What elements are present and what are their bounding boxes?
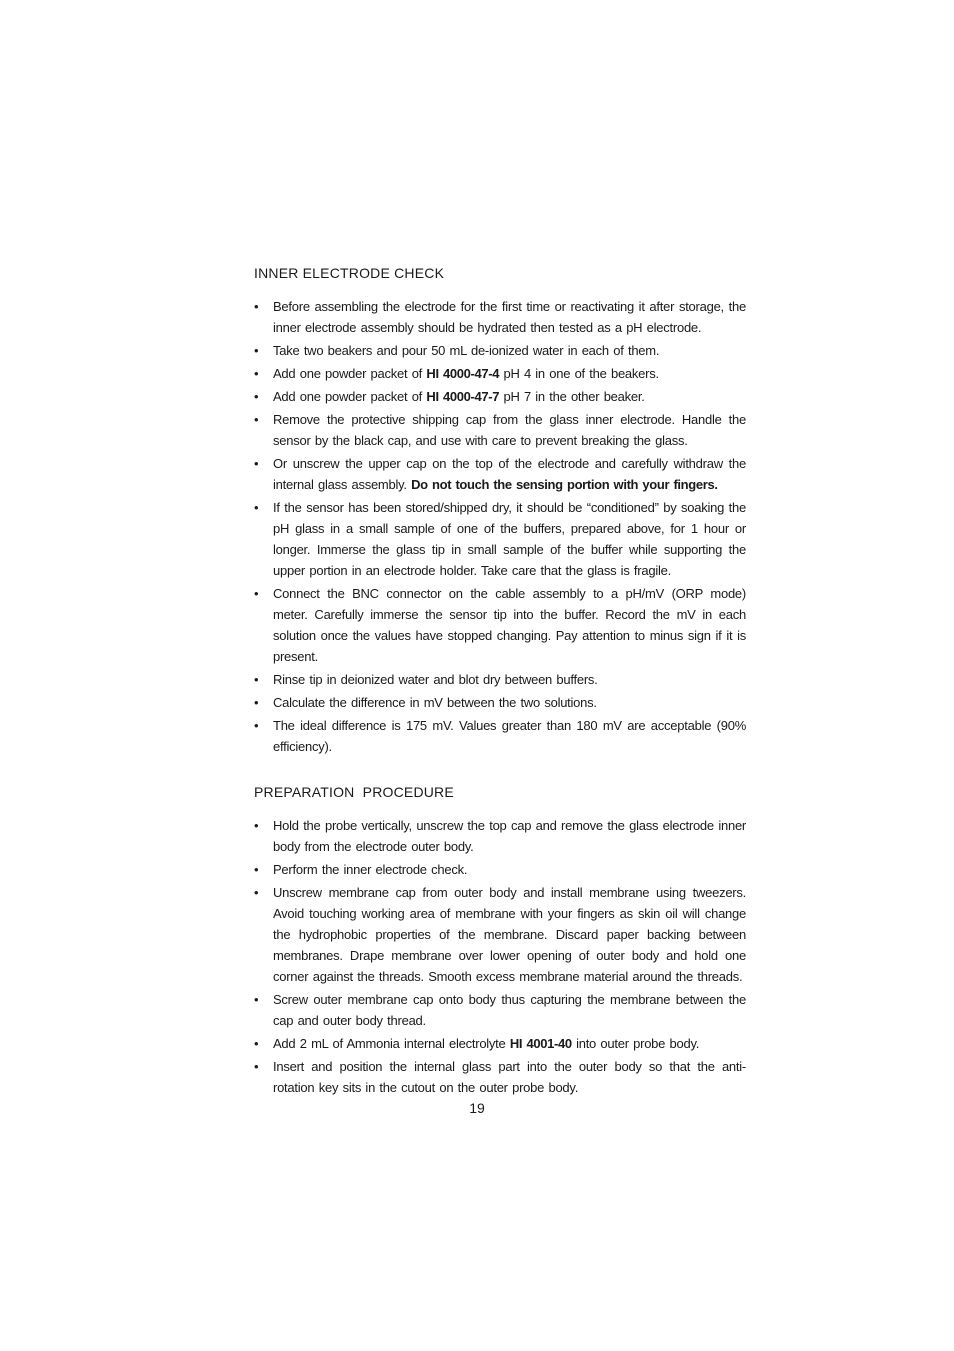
list-item: • Insert and position the internal glass part into the outer body so that the anti-rotation key sits in the cutout on the outer probe body. [254,1056,746,1098]
list-item: • Calculate the difference in mV between the two solutions. [254,692,746,713]
page-content [254,262,746,1100]
list-item: • Add one powder packet of HI 4000-47-4 pH 4 in one of the beakers. [254,363,746,384]
list-item: • The ideal difference is 175 mV. Values greater than 180 mV are acceptable (90% efficiency). [254,715,746,757]
list-item: • Before assembling the electrode for the first time or reactivating it after storage, the inner electrode assembly should be hydrated then tested as a pH electrode. [254,296,746,338]
list-item: • Rinse tip in deionized water and blot dry between buffers. [254,669,746,690]
product-code: HI 4001-40 [509,1036,572,1051]
warning-text: Do not touch the sensing portion with your fingers. [411,477,718,492]
list-item: • Take two beakers and pour 50 mL de-ionized water in each of them. [254,340,746,361]
list-item: • Add 2 mL of Ammonia internal electrolyte HI 4001-40 into outer probe body. [254,1033,746,1054]
list-item: • Screw outer membrane cap onto body thus capturing the membrane between the cap and outer body thread. [254,989,746,1031]
bullet-list [254,815,746,1098]
section-heading: PREPARATION PROCEDURE [254,784,454,800]
list-item: • If the sensor has been stored/shipped dry, it should be “conditioned” by soaking the pH glass in a small sample of one of the buffers, prepared above, for 1 hour or longer. Immerse the glass tip in small sample of the buffer while supporting the upper portion in an electrode holder. Take care that the glass is fragile. [254,497,746,581]
inner-electrode-check-section [254,262,746,757]
product-code: HI 4000-47-4 [426,366,500,381]
product-code: HI 4000-47-7 [426,389,500,404]
list-item: • Remove the protective shipping cap from the glass inner electrode. Handle the sensor by the black cap, and use with care to prevent breaking the glass. [254,409,746,451]
preparation-procedure-section [254,781,746,1098]
section-heading: INNER ELECTRODE CHECK [254,265,445,281]
list-item: • Connect the BNC connector on the cable assembly to a pH/mV (ORP mode) meter. Carefully immerse the sensor tip into the buffer. Record the mV in each solution once the values have stopped changing. Pay attention to minus sign if it is present. [254,583,746,667]
list-item: • Or unscrew the upper cap on the top of the electrode and carefully withdraw the internal glass assembly. Do not touch the sensing portion with your fingers. [254,453,746,495]
list-item: • Perform the inner electrode check. [254,859,746,880]
list-item: • Add one powder packet of HI 4000-47-7 pH 7 in the other beaker. [254,386,746,407]
list-item: • Hold the probe vertically, unscrew the top cap and remove the glass electrode inner body from the electrode outer body. [254,815,746,857]
page-number: 19 [469,1100,485,1116]
list-item: • Unscrew membrane cap from outer body and install membrane using tweezers. Avoid touching working area of membrane with your fingers as skin oil will change the hydrophobic properties of the membrane. Discard paper backing between membranes. Drape membrane over lower opening of outer body and hold one corner against the threads. Smooth excess membrane material around the threads. [254,882,746,987]
bullet-list [254,296,746,757]
